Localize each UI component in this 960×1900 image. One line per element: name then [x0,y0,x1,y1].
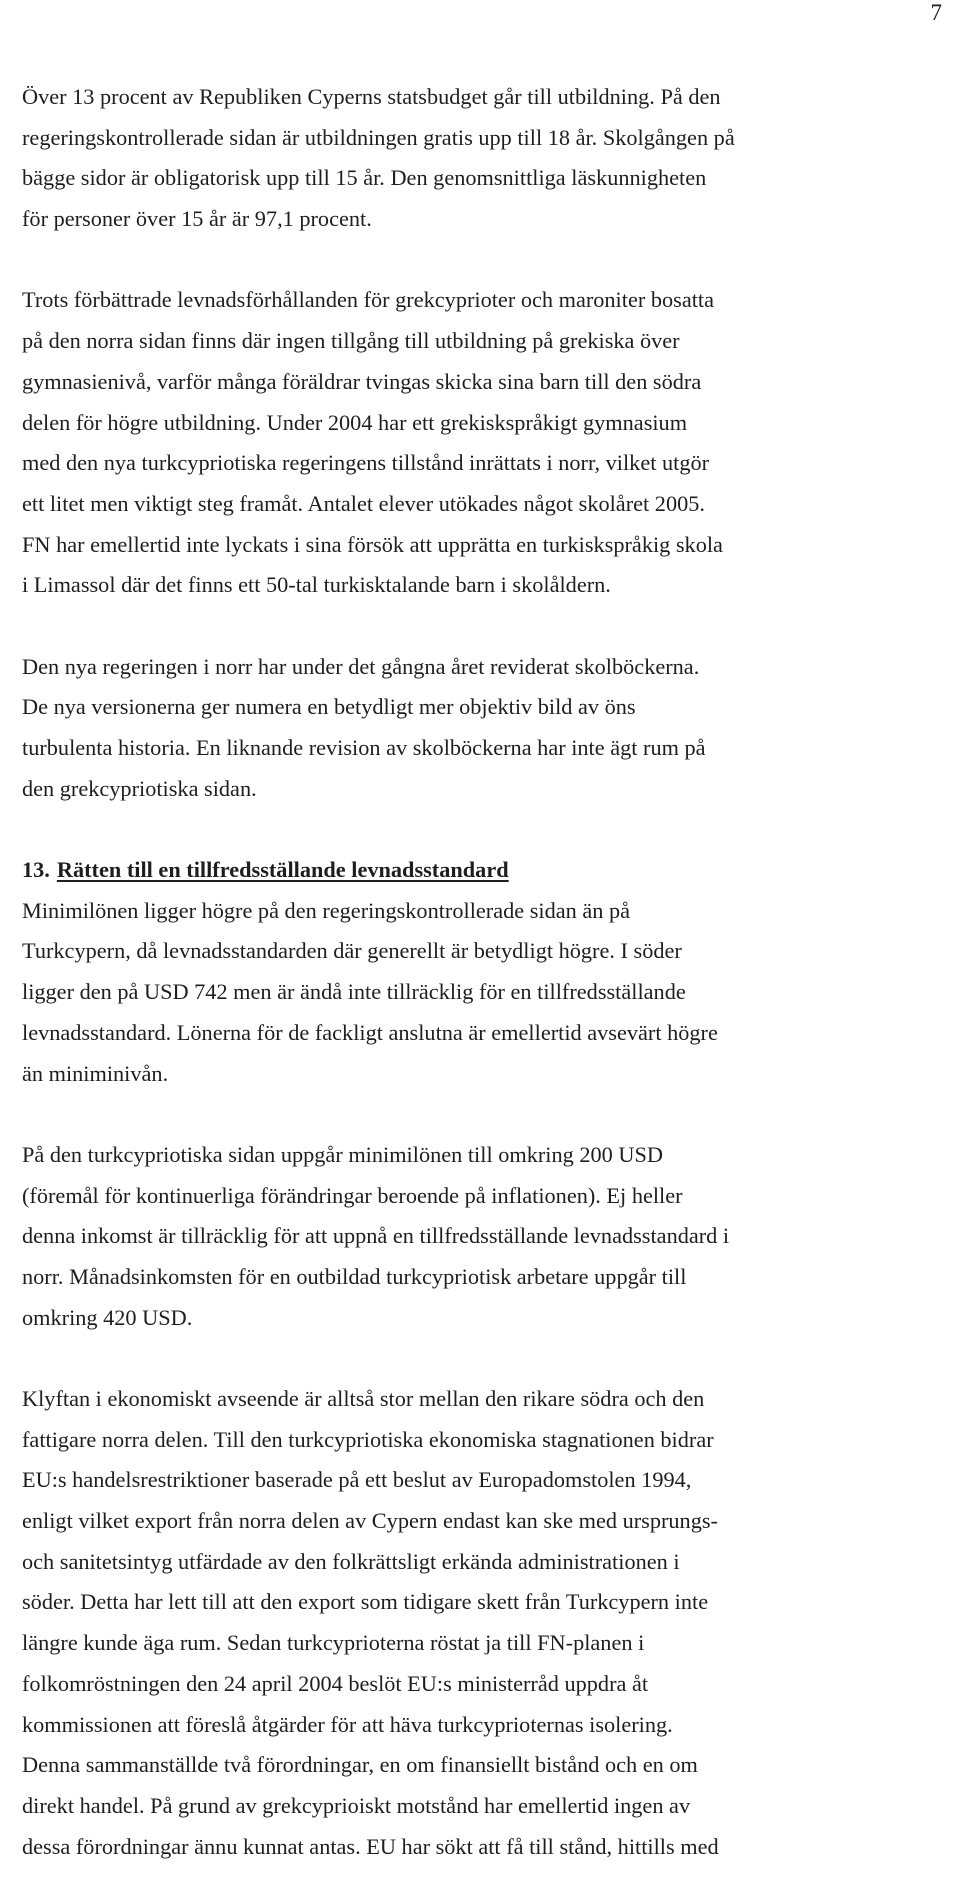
text-line: EU:s handelsrestriktioner baserade på ett beslut av Europadomstolen 1994, [22,1467,692,1493]
paragraph-spacer [22,240,938,281]
text-line: fattigare norra delen. Till den turkcypriotiska ekonomiska stagnationen bidrar [22,1426,714,1452]
text-line: den grekcypriotiska sidan. [22,775,257,801]
text-line: Minimilönen ligger högre på den regeringskontrollerade sidan än på [22,897,631,923]
text-line: kommissionen att föreslå åtgärder för att häva turkcyprioternas isolering. [22,1711,673,1737]
text-line: På den turkcypriotiska sidan uppgår minimilönen till omkring 200 USD [22,1141,663,1167]
paragraph-spacer [22,606,938,647]
document-body [22,77,938,1867]
text-line: regeringskontrollerade sidan är utbildningen gratis upp till 18 år. Skolgången på [22,124,735,150]
text-line: norr. Månadsinkomsten för en outbildad turkcypriotisk arbetare uppgår till [22,1263,687,1289]
text-line: omkring 420 USD. [22,1304,193,1330]
text-line: Klyftan i ekonomiskt avseende är alltså stor mellan den rikare södra och den [22,1386,705,1411]
section-number: 13. [22,857,50,883]
section [22,850,938,1094]
text-line: dessa förordningar ännu kunnat antas. EU har sökt att få till stånd, hittills med [22,1833,719,1859]
section-heading [22,850,938,891]
paragraph-spacer [22,1094,938,1135]
page-number: 7 [930,0,942,25]
text-line: Över 13 procent av Republiken Cyperns statsbudget går till utbildning. På den [22,84,721,109]
text-line: Trots förbättrade levnadsförhållanden för grekcyprioter och maroniter bosatta [22,287,714,313]
text-line: än miniminivån. [22,1060,169,1086]
text-line: gymnasienivå, varför många föräldrar tvingas skicka sina barn till den södra [22,368,702,394]
text-line: (föremål för kontinuerliga förändringar beroende på inflationen). Ej heller [22,1182,683,1208]
text-line: denna inkomst är tillräcklig för att uppnå en tillfredsställande levnadsstandard i [22,1223,730,1249]
text-line: ligger den på USD 742 men är ändå inte tillräcklig för en tillfredsställande [22,979,686,1005]
text-line: FN har emellertid inte lyckats i sina försök att upprätta en turkiskspråkig skola [22,531,723,557]
text-line: folkomröstningen den 24 april 2004 beslöt EU:s ministerråd uppdra åt [22,1670,649,1696]
text-line: Den nya regeringen i norr har under det gångna året reviderat skolböckerna. [22,653,700,679]
text-line: turbulenta historia. En liknande revision av skolböckerna har inte ägt rum på [22,735,706,760]
text-line: Denna sammanställde två förordningar, en om finansiellt bistånd och en om [22,1752,698,1778]
text-line: De nya versionerna ger numera en betydligt mer objektiv bild av öns [22,694,636,720]
text-line: söder. Detta har lett till att den export som tidigare skett från Turkcypern inte [22,1589,709,1615]
text-line: och sanitetsintyg utfärdade av den folkrättsligt erkända administrationen i [22,1548,680,1574]
text-line: bägge sidor är obligatorisk upp till 15 år. Den genomsnittliga läskunnigheten [22,165,707,191]
text-line: direkt handel. På grund av grekcyprioiskt motstånd har emellertid ingen av [22,1792,691,1818]
text-line: Turkcypern, då levnadsstandarden där generellt är betydligt högre. I söder [22,938,682,964]
text-line: med den nya turkcypriotiska regeringens tillstånd inrättats i norr, vilket utgör [22,450,710,476]
paragraph [22,647,938,810]
text-line: enligt vilket export från norra delen av Cypern endast kan ske med ursprungs- [22,1508,718,1534]
text-line: för personer över 15 år är 97,1 procent. [22,206,372,232]
text-line: delen för högre utbildning. Under 2004 har ett grekiskspråkigt gymnasium [22,409,688,435]
paragraph [22,1379,938,1867]
paragraph [22,1135,938,1338]
section-title: Rätten till en tillfredsställande levnadsstandard [56,857,509,883]
text-line: i Limassol där det finns ett 50-tal turkisktalande barn i skolåldern. [22,572,611,598]
paragraph [22,77,938,240]
paragraph [22,280,938,606]
paragraph-spacer [22,809,938,850]
text-line: ett litet men viktigt steg framåt. Antalet elever utökades något skolåret 2005. [22,490,705,516]
text-line: på den norra sidan finns där ingen tillgång till utbildning på grekiska över [22,328,680,354]
paragraph-spacer [22,1338,938,1379]
text-line: längre kunde äga rum. Sedan turkcyprioterna röstat ja till FN-planen i [22,1630,645,1656]
text-line: levnadsstandard. Lönerna för de fackligt anslutna är emellertid avsevärt högre [22,1019,718,1045]
